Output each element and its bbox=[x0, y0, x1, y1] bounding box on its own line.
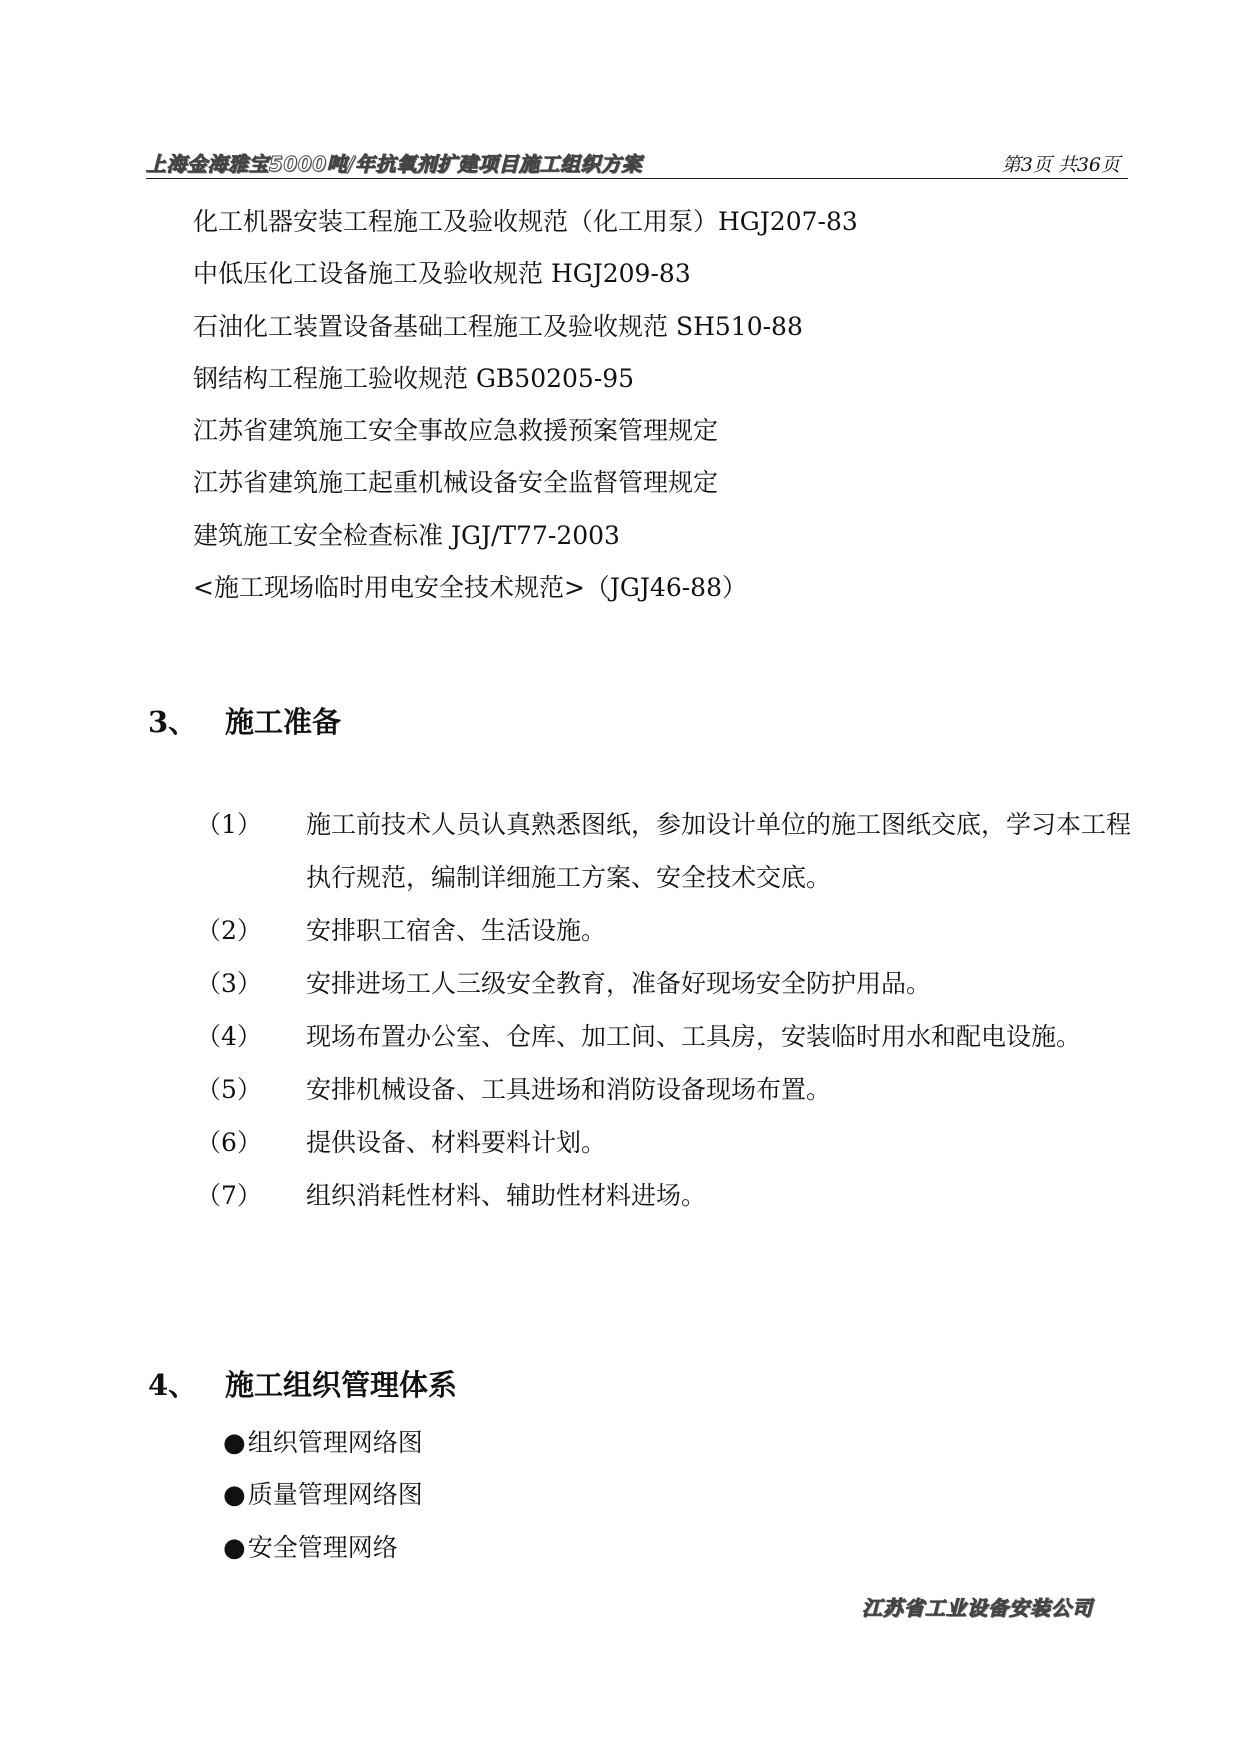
item-index: （6） bbox=[196, 1128, 262, 1157]
list-item bbox=[196, 1010, 1136, 1063]
reference-item: 石油化工装置设备基础工程施工及验收规范 SH510-88 bbox=[193, 311, 803, 341]
item-text: 安全管理网络 bbox=[247, 1532, 398, 1562]
bullet-icon: ● bbox=[223, 1428, 246, 1458]
section-number: 3、 bbox=[148, 705, 198, 739]
list-item bbox=[196, 1169, 1136, 1222]
total-pages-label: 共36页 bbox=[1057, 154, 1120, 176]
reference-item: 化工机器安装工程施工及验收规范（化工用泵）HGJ207-83 bbox=[193, 207, 858, 236]
footer-company-name: 江苏省工业设备安装公司 bbox=[862, 1596, 1093, 1620]
section-title: 施工组织管理体系 bbox=[225, 1368, 458, 1402]
item-text: 组织管理网络图 bbox=[247, 1428, 423, 1457]
item-text: 安排机械设备、工具进场和消防设备现场布置。 bbox=[306, 1075, 832, 1104]
reference-standards-list bbox=[193, 196, 858, 614]
bullet-icon: ● bbox=[223, 1532, 246, 1563]
current-page-label: 第3页 bbox=[1001, 154, 1052, 176]
reference-item: <施工现场临时用电安全技术规范>（JGJ46-88） bbox=[193, 573, 747, 603]
list-item bbox=[196, 904, 1136, 957]
list-item bbox=[223, 1469, 423, 1521]
item-text: 施工前技术人员认真熟悉图纸，参加设计单位的施工图纸交底，学习本工程执行规范，编制详细施工方案、安全技术交底。 bbox=[306, 810, 1132, 892]
reference-item: 钢结构工程施工验收规范 GB50205-95 bbox=[193, 363, 635, 393]
item-index: （3） bbox=[196, 969, 262, 998]
item-index: （5） bbox=[196, 1075, 262, 1104]
list-item bbox=[196, 798, 1136, 904]
list-item bbox=[196, 957, 1136, 1010]
section-3-heading bbox=[148, 700, 341, 741]
list-item bbox=[196, 1116, 1136, 1169]
item-text: 提供设备、材料要料计划。 bbox=[306, 1128, 607, 1157]
bullet-icon: ● bbox=[223, 1480, 246, 1511]
section-title: 施工准备 bbox=[225, 705, 342, 739]
item-text: 安排职工宿舍、生活设施。 bbox=[306, 916, 607, 945]
item-index: （7） bbox=[196, 1181, 262, 1210]
item-text: 安排进场工人三级安全教育，准备好现场安全防护用品。 bbox=[306, 969, 932, 998]
document-title: 上海金海雅宝5000吨/年抗氧剂扩建项目施工组织方案 bbox=[146, 152, 642, 176]
preparation-list bbox=[196, 798, 1136, 1222]
list-item bbox=[223, 1522, 423, 1574]
list-item bbox=[196, 1063, 1136, 1116]
item-index: （1） bbox=[196, 810, 262, 839]
item-index: （4） bbox=[196, 1022, 262, 1051]
reference-item: 江苏省建筑施工安全事故应急救援预案管理规定 bbox=[193, 416, 719, 446]
reference-item: 中低压化工设备施工及验收规范 HGJ209-83 bbox=[193, 259, 691, 289]
section-number: 4、 bbox=[148, 1368, 198, 1402]
management-system-list bbox=[223, 1417, 423, 1574]
item-text: 现场布置办公室、仓库、加工间、工具房，安装临时用水和配电设施。 bbox=[306, 1022, 1082, 1051]
page-header bbox=[146, 148, 1128, 179]
item-text: 组织消耗性材料、辅助性材料进场。 bbox=[306, 1181, 707, 1210]
list-item bbox=[223, 1417, 423, 1469]
item-index: （2） bbox=[196, 916, 262, 945]
reference-item: 江苏省建筑施工起重机械设备安全监督管理规定 bbox=[193, 468, 719, 498]
item-text: 质量管理网络图 bbox=[247, 1480, 423, 1510]
page-number bbox=[1002, 150, 1120, 177]
section-4-heading bbox=[148, 1363, 457, 1404]
reference-item: 建筑施工安全检查标准 JGJ/T77-2003 bbox=[193, 520, 620, 550]
